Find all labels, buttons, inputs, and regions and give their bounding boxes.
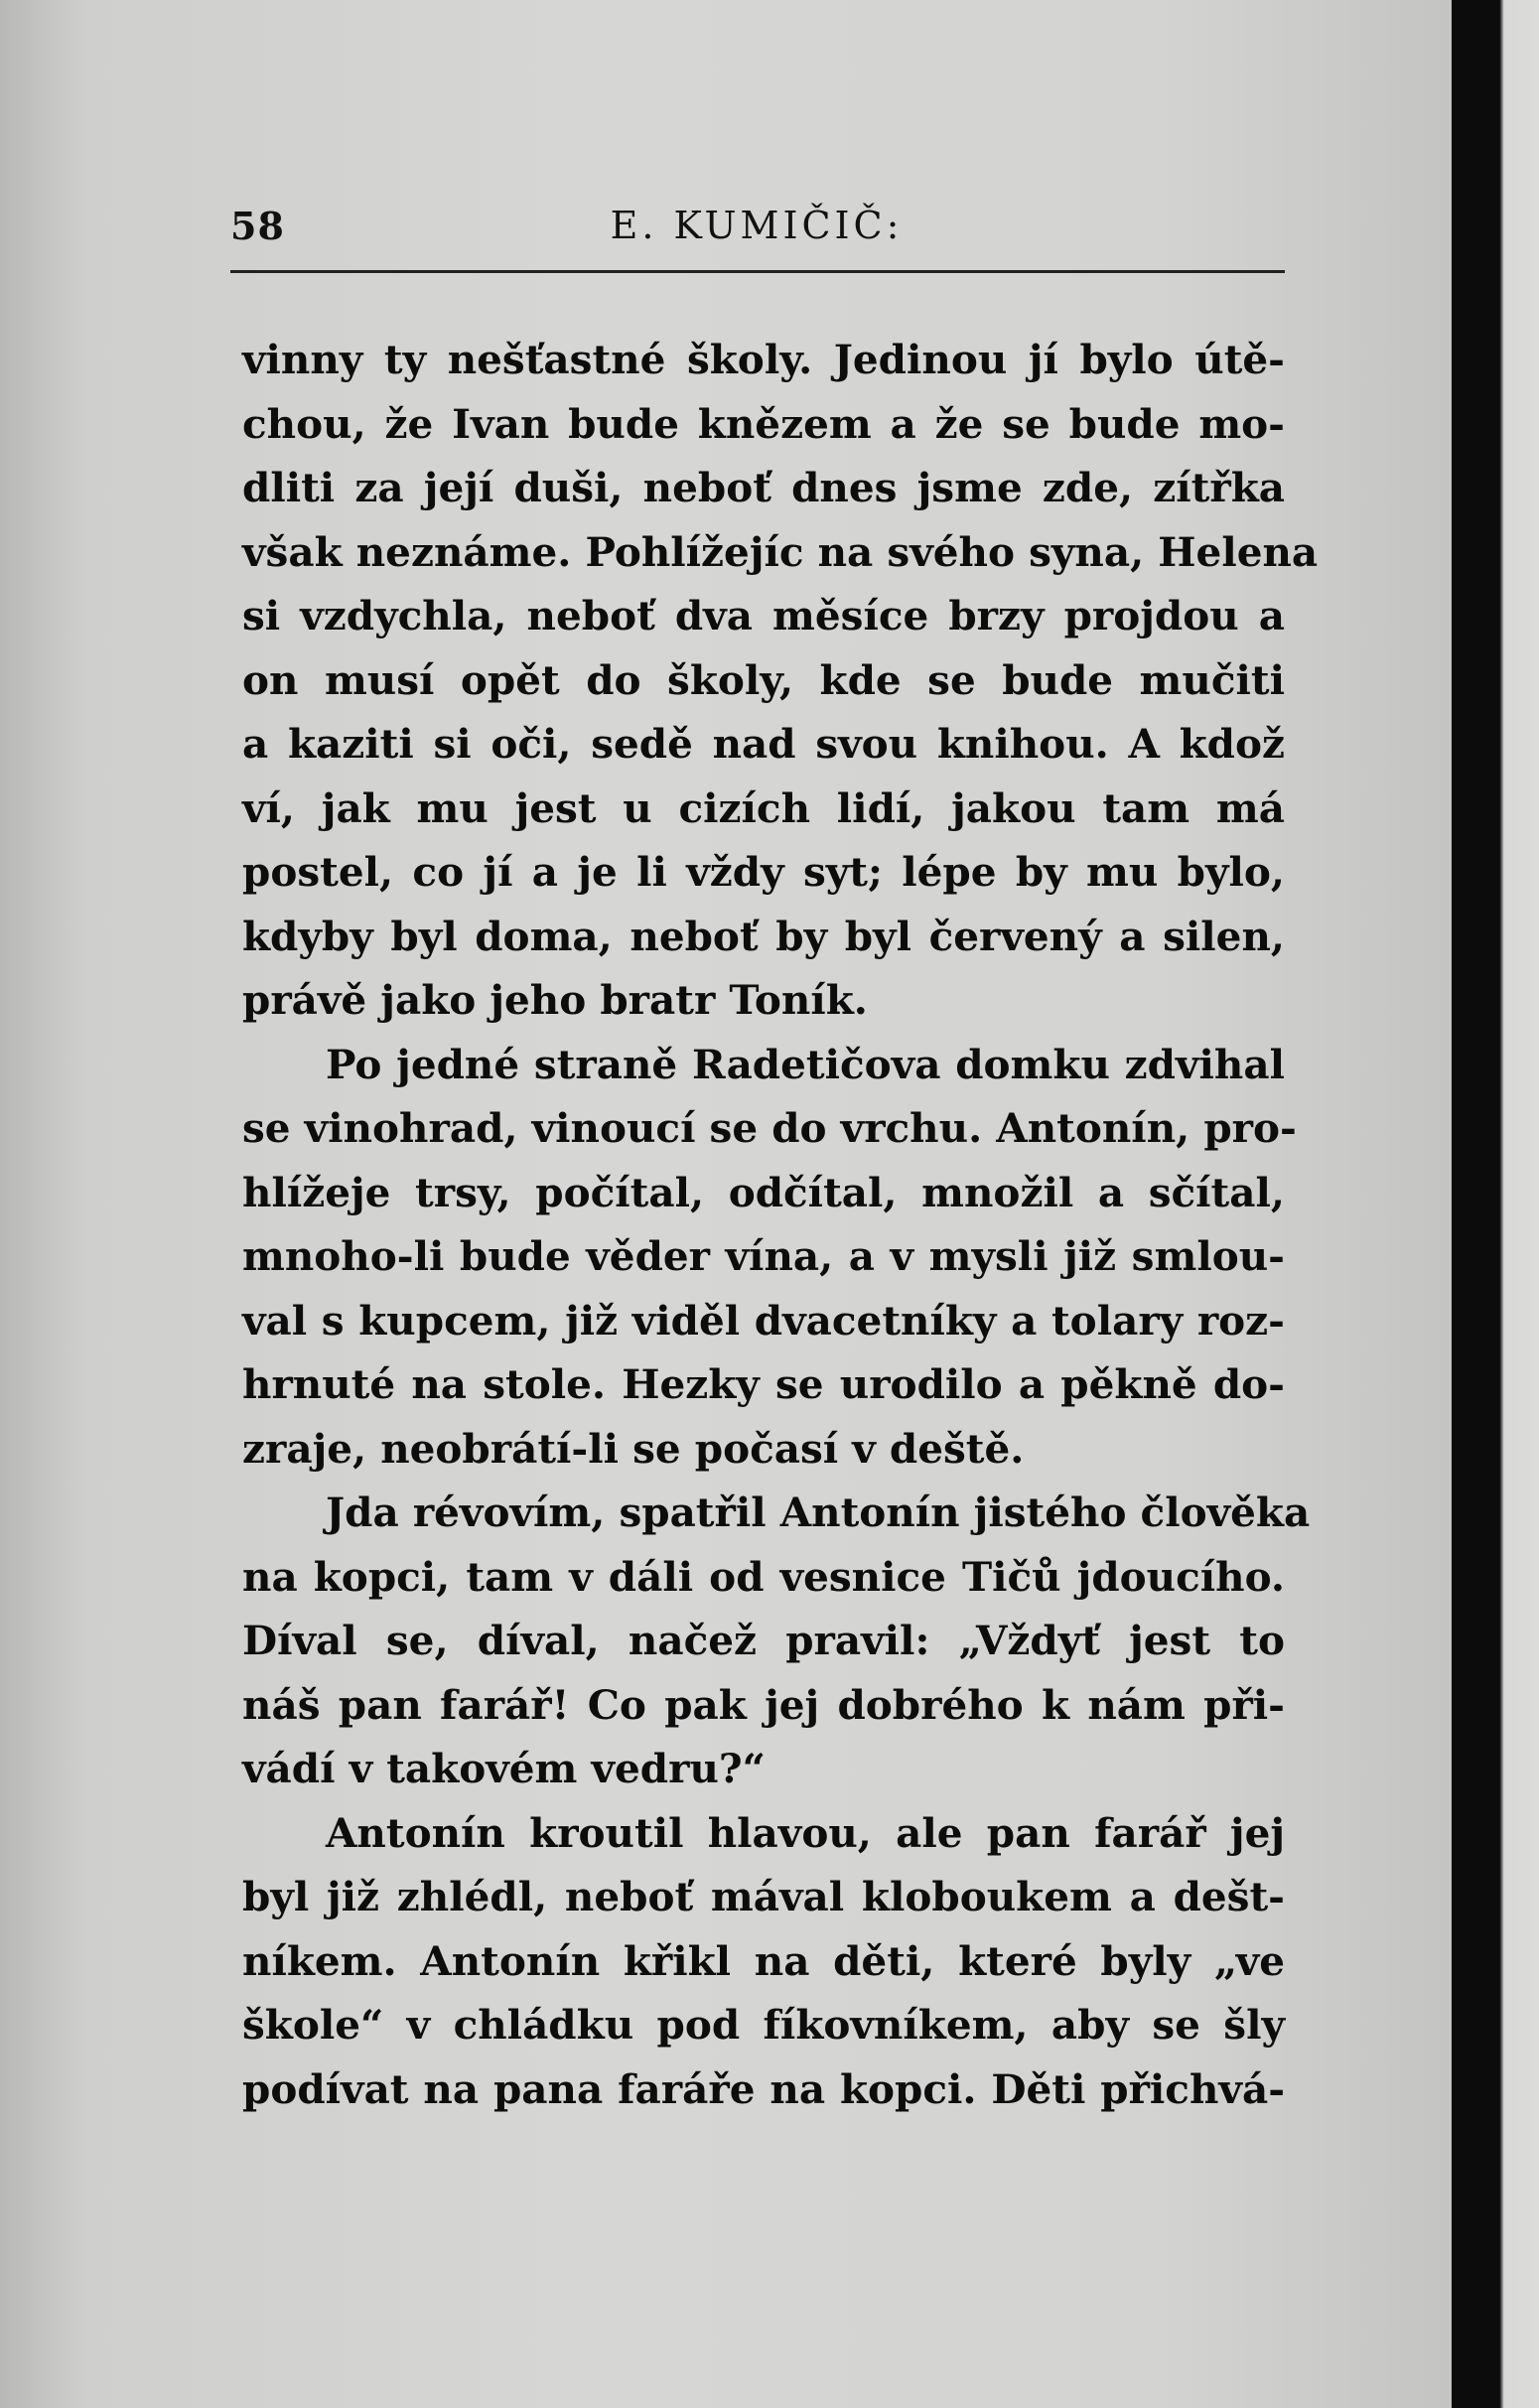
text-line: zraje, neobrátí-li se počasí v deště. — [242, 1424, 1025, 1473]
text-line: si vzdychla, neboť dva měsíce brzy projdou a — [242, 592, 1285, 639]
page-gutter — [1452, 0, 1539, 2408]
text-line: však neznáme. Pohlížejíc na svého syna, Helena — [242, 527, 1319, 576]
text-line: ví, jak mu jest u cizích lidí, jakou tam má — [242, 783, 1285, 832]
body-text — [242, 328, 1319, 2121]
text-line: chou, že Ivan bude knězem a že se bude mo- — [242, 399, 1285, 448]
text-line: níkem. Antonín křikl na děti, které byly „ve — [242, 1936, 1285, 1985]
text-line: vinny ty nešťastné školy. Jedinou jí bylo útě- — [242, 336, 1285, 383]
page-header — [230, 204, 1283, 263]
text-line: právě jako jeho bratr Toník. — [242, 976, 868, 1024]
text-line: dliti za její duši, neboť dnes jsme zde, zítřka — [242, 464, 1285, 511]
text-line: a kaziti si oči, sedě nad svou knihou. A kdož — [242, 720, 1285, 768]
text-line: Antonín kroutil hlavou, ale pan farář jej — [326, 1808, 1285, 1857]
page-number: 58 — [230, 204, 285, 248]
text-line: podívat na pana faráře na kopci. Děti přichvá- — [242, 2064, 1285, 2113]
text-line: náš pan farář! Co pak jej dobrého k nám při- — [242, 1680, 1285, 1729]
text-line: vádí v takovém vedru?“ — [242, 1745, 766, 1792]
text-line: hrnuté na stole. Hezky se urodilo a pěkně do- — [242, 1360, 1285, 1408]
text-line: byl již zhlédl, neboť mával kloboukem a dešt- — [242, 1873, 1285, 1920]
text-line: val s kupcem, již viděl dvacetníky a tolary roz- — [242, 1296, 1285, 1345]
text-line: on musí opět do školy, kde se bude mučiti — [242, 655, 1285, 704]
text-line: Po jedné straně Radetičova domku zdvihal — [326, 1040, 1285, 1088]
running-head: E. KUMIČIČ: — [610, 204, 904, 247]
text-line: mnoho-li bude věder vína, a v mysli již smlou- — [242, 1232, 1285, 1280]
header-rule — [230, 270, 1285, 273]
text-line: se vinohrad, vinoucí se do vrchu. Antonín, pro- — [242, 1104, 1297, 1152]
text-line: na kopci, tam v dáli od vesnice Tičů jdoucího. — [242, 1552, 1285, 1601]
text-line: hlížeje trsy, počítal, odčítal, množil a sčítal, — [242, 1168, 1285, 1216]
text-line: postel, co jí a je li vždy syt; lépe by mu bylo, — [242, 848, 1285, 896]
text-line: Jda révovím, spatřil Antonín jistého člověka — [326, 1488, 1311, 1536]
text-line: škole“ v chládku pod fíkovníkem, aby se šly — [242, 2001, 1285, 2049]
text-line: kdyby byl doma, neboť by byl červený a silen, — [242, 912, 1285, 960]
text-line: Díval se, díval, načež pravil: „Vždyť jest to — [242, 1617, 1285, 1664]
